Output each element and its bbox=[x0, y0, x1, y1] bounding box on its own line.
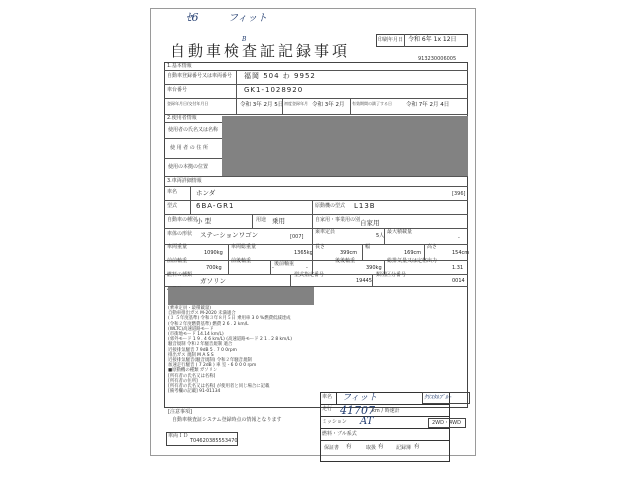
displacement-value: 1.31 bbox=[452, 265, 464, 271]
remark-line: [所有者の氏名又は名称] が使用者と同じ場合に記載 bbox=[168, 384, 270, 389]
sticker-km-value: 41707 bbox=[340, 404, 375, 417]
gross-label: 車両総重量 bbox=[231, 244, 257, 250]
remark-line: 騒音規制 令和２年騒音規制 適合 bbox=[168, 342, 233, 348]
width-label: 幅 bbox=[365, 244, 371, 250]
remark-line: (乗車定員・最積載量) bbox=[168, 306, 211, 311]
class-value: 小 型 bbox=[196, 217, 212, 225]
sticker-equip-value-0: 有 bbox=[346, 444, 352, 450]
shape-code: [007] bbox=[290, 234, 304, 240]
length-value: 399cm bbox=[340, 250, 358, 256]
page-title: 自動車検査証記録事項 bbox=[170, 42, 351, 60]
chassis-label: 車台番号 bbox=[167, 87, 188, 93]
sticker-trans-value: AT bbox=[360, 416, 374, 427]
remark-line: 近接排気騒音(騒音規制) 令和２年騒音規制 bbox=[168, 358, 252, 363]
sticker-drive-label: 2WD・4WD bbox=[432, 420, 461, 426]
sticker-color-handwritten: ｸﾘｽﾀﾙﾌﾞﾙｰ bbox=[424, 394, 452, 401]
weight-label: 車両重量 bbox=[167, 244, 188, 250]
expiry-value: 令和 7年 2月 4日 bbox=[406, 102, 450, 108]
front-front-label: 前前軸重 bbox=[167, 258, 188, 264]
reg-label: 自動車登録番号又は車両番号 bbox=[167, 73, 233, 79]
sticker-equip-value-2: 有 bbox=[414, 444, 420, 450]
sticker-name-value: フィット bbox=[342, 393, 378, 403]
sticker-equip-label-2: 記録簿 bbox=[396, 445, 412, 451]
sticker-trans-label: ミッション bbox=[322, 419, 347, 425]
class-label: 自動車の種別 bbox=[167, 217, 198, 223]
private-value: 自家用 bbox=[360, 219, 380, 227]
first-date-value: 令和 3年 2月 bbox=[312, 102, 345, 108]
remark-line: 近接排気騒音 7 9dB 5 . 7 0 0rpm bbox=[168, 347, 237, 353]
remark-line: [所有者の住所] bbox=[168, 378, 198, 384]
notes-text: 自動車検査証システム登録時点の情報となります bbox=[172, 417, 282, 423]
user-address-label: 使 用 者 の 住 所 bbox=[170, 145, 208, 151]
first-reg-value: 令和 3年 2月 5日 bbox=[240, 102, 284, 108]
rear-front-value: - bbox=[306, 265, 308, 271]
private-label: 自家用・事業用の別 bbox=[315, 217, 361, 223]
section-user: 2.使用者情報 bbox=[167, 115, 197, 121]
issue-date: 令和 6年 1x 12日 bbox=[408, 36, 457, 43]
chassis-value: GK1-1028920 bbox=[244, 86, 304, 94]
notes-label: [注意事項] bbox=[168, 409, 192, 415]
remark-line: (WLTC)高速道路モード bbox=[168, 326, 214, 332]
remark-line: (令和２年度燃費基準) 燃費 2 6 . 2 km/L bbox=[168, 321, 249, 327]
sticker-equip-label-0: 保証書 bbox=[324, 445, 340, 451]
remark-line: (３ ５年度基準) 令和３年８月５日 乗用車 3 0 %燃費低減達成 bbox=[168, 316, 291, 322]
reg-value: 福岡 504 わ 9952 bbox=[244, 72, 316, 80]
maker-code: [396] bbox=[452, 191, 466, 197]
sticker-equip-value-1: 有 bbox=[378, 444, 384, 450]
first-reg-label: 登録年月日/交付年月日 bbox=[167, 101, 209, 106]
doc-number: 913230006005 bbox=[418, 56, 457, 62]
fuel-label: 燃料の種類 bbox=[167, 272, 193, 278]
remark-line: [所有者の氏名又は名称] bbox=[168, 373, 216, 379]
type-no-value: 19445 bbox=[356, 278, 372, 284]
redacted-user-block bbox=[222, 116, 468, 176]
engine-label: 原動機の型式 bbox=[315, 203, 346, 209]
length-label: 長さ bbox=[315, 244, 326, 250]
expiry-label: 有効期間の満了する日 bbox=[352, 101, 392, 106]
maker-label: 車名 bbox=[167, 189, 178, 195]
handwritten-model: フィット bbox=[228, 13, 268, 24]
height-label: 高さ bbox=[427, 244, 438, 250]
class-no-label: 類別区分番号 bbox=[376, 272, 407, 278]
fuel-value: ガソリン bbox=[200, 277, 226, 285]
section-basic: 1.基本情報 bbox=[167, 63, 192, 69]
user-base-label: 使用の本拠の位置 bbox=[168, 164, 209, 170]
remark-line: (市街地モード 14.14 km/L) bbox=[168, 332, 224, 337]
remark-line: [備考欄の記載] 91-01134 bbox=[168, 389, 221, 395]
model-value: 6BA-GR1 bbox=[196, 202, 235, 210]
capacity-value: 5人 bbox=[376, 233, 385, 239]
rear-rear-value: 390kg bbox=[366, 265, 382, 271]
redacted-remarks bbox=[168, 287, 314, 305]
handwritten-note: ｾ6 bbox=[186, 11, 199, 24]
weight-value: 1090kg bbox=[204, 250, 223, 256]
shape-value: ステーションワゴン bbox=[200, 231, 259, 239]
front-rear-value: - bbox=[272, 265, 274, 271]
front-front-value: 700kg bbox=[206, 265, 222, 271]
remark-line: 加速走行騒音 ( 7 2dB ) 車 室 - 6 0 0 0 rpm bbox=[168, 363, 257, 369]
type-no-label: 型式指定番号 bbox=[294, 272, 325, 278]
section-vehicle: 3.車両詳細情報 bbox=[167, 178, 202, 184]
remark-line: (郊外モード 1 9 . 4 6 km/L) (高速道路モード 2 1 . 2 8 km/L) bbox=[168, 337, 292, 343]
first-date-label: 初度登録年月 bbox=[284, 101, 308, 106]
remark-line: 自動車排出ガス M-2020 未満適合 bbox=[168, 311, 236, 317]
capacity-label: 乗車定員 bbox=[315, 229, 336, 235]
remark-line: 排出ガス 規制 M A S S bbox=[168, 352, 214, 358]
sticker-name-label: 車名 bbox=[322, 394, 333, 400]
handwritten-mark: B bbox=[242, 36, 247, 43]
front-rear-label: 前後軸重 bbox=[231, 258, 252, 264]
load-value: - bbox=[458, 235, 460, 241]
load-label: 最大積載量 bbox=[387, 229, 413, 235]
sticker-fuel-label: 燃料・ブル系式 bbox=[322, 431, 357, 437]
user-name-label: 使用者の氏名又は名称 bbox=[168, 127, 219, 133]
model-label: 型式 bbox=[167, 203, 178, 209]
use-value: 乗用 bbox=[272, 217, 285, 225]
sticker-km-unit: km / 時速計 bbox=[372, 408, 400, 414]
rear-front-label: 後前軸重 bbox=[274, 261, 295, 267]
gross-value: 1365kg bbox=[294, 250, 313, 256]
class-no-value: 0014 bbox=[452, 278, 465, 284]
sticker-km-label: 走行 bbox=[322, 406, 333, 412]
maker-value: ホンダ bbox=[196, 189, 216, 197]
rear-rear-label: 後後軸重 bbox=[335, 258, 356, 264]
height-value: 154cm bbox=[452, 250, 470, 256]
sticker-equip-label-1: 取扱 bbox=[366, 445, 377, 451]
engine-value: L13B bbox=[354, 202, 376, 210]
use-label: 用途 bbox=[256, 217, 267, 223]
issue-date-label: 印刷年月日 bbox=[378, 37, 404, 43]
displacement-label: 総排気量又は定格出力 bbox=[387, 258, 438, 264]
vehicle-id-label: 車両ＩＤ bbox=[168, 433, 189, 439]
width-value: 169cm bbox=[404, 250, 422, 256]
vehicle-id-value: T04620385553470 bbox=[190, 438, 238, 444]
remark-line: ■原動機の種類 ガソリン bbox=[168, 368, 218, 374]
shape-label: 車体の形状 bbox=[167, 231, 193, 237]
